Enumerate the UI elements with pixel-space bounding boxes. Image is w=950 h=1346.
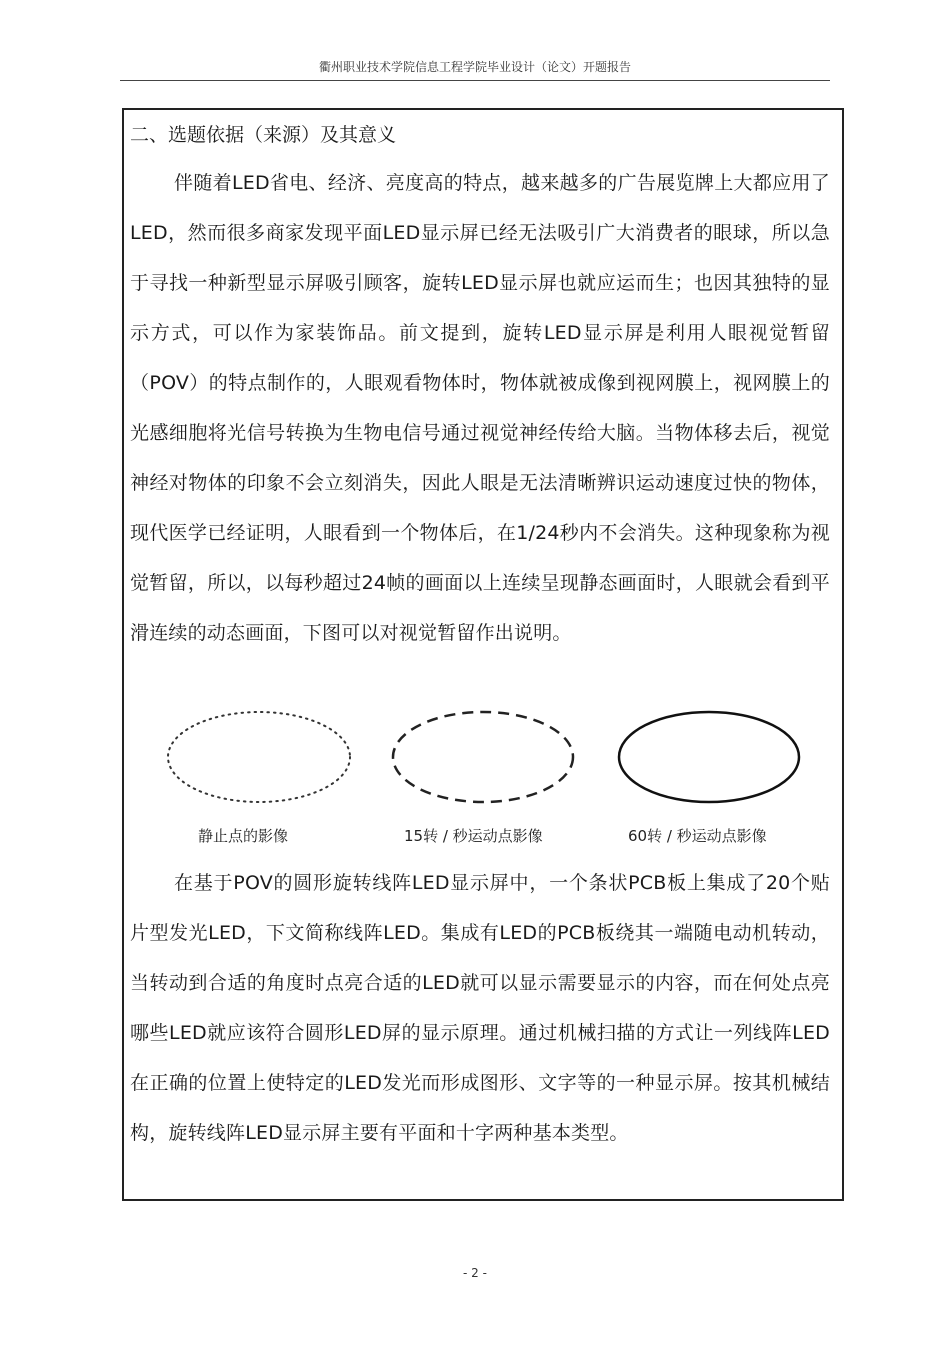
page-number: - 2 -: [463, 1266, 487, 1280]
caption-15rps: 15转 / 秒运动点影像: [404, 827, 543, 845]
page-header: 衢州职业技术学院信息工程学院毕业设计（论文）开题报告: [318, 60, 631, 74]
caption-static: 静止点的影像: [198, 827, 289, 845]
persistence-of-vision-figure: [150, 700, 820, 810]
15rps-ellipse: [393, 712, 573, 802]
static-point-ellipse: [168, 712, 350, 802]
caption-60rps: 60转 / 秒运动点影像: [628, 827, 767, 845]
section-heading: 二、选题依据（来源）及其意义: [130, 124, 397, 146]
60rps-ellipse: [619, 712, 799, 802]
header-rule: [120, 80, 830, 81]
paragraph-display-principle: 在基于POV的圆形旋转线阵LED显示屏中，一个条状PCB板上集成了20个贴片型发光LED，下文简称线阵LED。集成有LED的PCB板绕其一端随电动机转动，当转动到合适的角度时点亮合适的LED就可以显示需要显示的内容，而在何处点亮哪些LED就应该符合圆形LED屏的显示原理。通过机械扫描的方式让一列线阵LED在正确的位置上使特定的LED发光而形成图形、文字等的一种显示屏。按其机械结构，旋转线阵LED显示屏主要有平面和十字两种基本类型。: [130, 872, 830, 1144]
paragraph-pov-principle: 伴随着LED省电、经济、亮度高的特点，越来越多的广告展览牌上大都应用了LED，然而很多商家发现平面LED显示屏已经无法吸引广大消费者的眼球，所以急于寻找一种新型显示屏吸引顾客，旋转LED显示屏也就应运而生；也因其独特的显示方式，可以作为家装饰品。前文提到，旋转LED显示屏是利用人眼视觉暂留（POV）的特点制作的，人眼观看物体时，物体就被成像到视网膜上，视网膜上的光感细胞将光信号转换为生物电信号通过视觉神经传给大脑。当物体移去后，视觉神经对物体的印象不会立刻消失，因此人眼是无法清晰辨识运动速度过快的物体，现代医学已经证明，人眼看到一个物体后，在1/24秒内不会消失。这种现象称为视觉暂留，所以，以每秒超过24帧的画面以上连续呈现静态画面时，人眼就会看到平滑连续的动态画面，下图可以对视觉暂留作出说明。: [130, 172, 830, 644]
